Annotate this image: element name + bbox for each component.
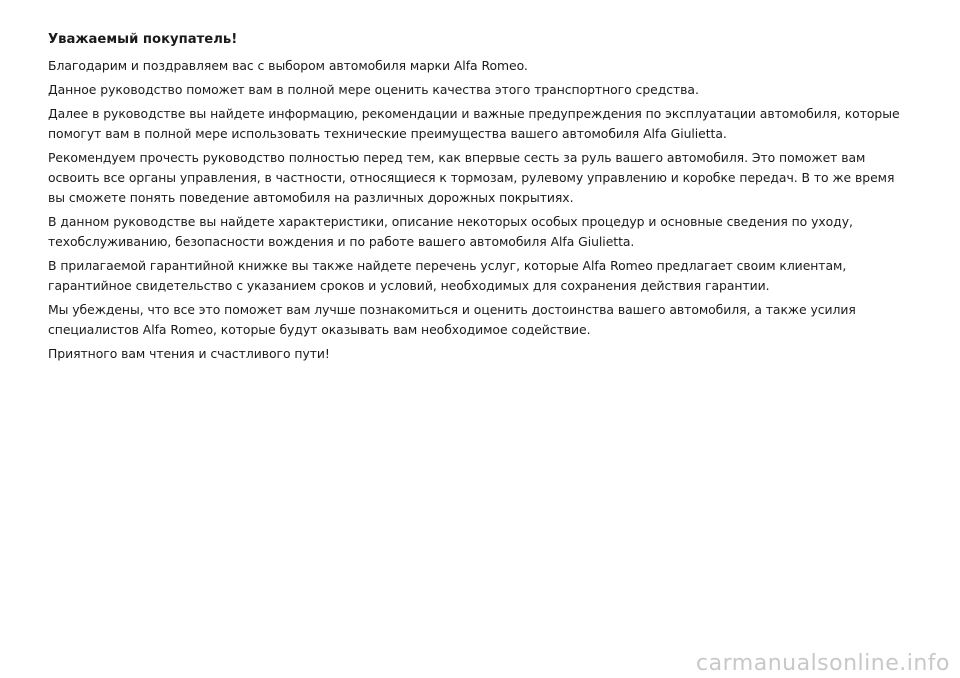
text-line: вы сможете понять поведение автомобиля на различных дорожных покрытиях. [48,190,574,205]
text-line: техобслуживанию, безопасности вождения и по работе вашего автомобиля Alfa Giulietta. [48,234,635,249]
watermark: carmanualsonline.info [696,651,950,676]
text-line: Мы убеждены, что все это поможет вам лучше познакомиться и оценить достоинства вашего автомобиля, а также усилия [48,302,856,317]
text-line: освоить все органы управления, в частности, относящиеся к тормозам, рулевому управлению и коробке передач. В то же время [48,170,895,185]
text-line: Данное руководство поможет вам в полной мере оценить качества этого транспортного средства. [48,82,699,97]
greeting-heading: Уважаемый покупатель! [48,32,238,47]
paragraph [48,212,868,252]
paragraph [48,56,868,76]
paragraph [48,80,868,100]
paragraph [48,300,868,340]
text-line: В прилагаемой гарантийной книжке вы также найдете перечень услуг, которые Alfa Romeo предлагает своим клиентам, [48,258,847,273]
text-line: Рекомендуем прочесть руководство полностью перед тем, как впервые сесть за руль вашего автомобиля. Это поможет вам [48,150,866,165]
text-line: Приятного вам чтения и счастливого пути! [48,346,330,361]
paragraph [48,344,868,364]
text-line: гарантийное свидетельство с указанием сроков и условий, необходимых для сохранения действия гарантии. [48,278,770,293]
document-page [48,30,900,368]
paragraph [48,148,895,208]
text-line: Благодарим и поздравляем вас с выбором автомобиля марки Alfa Romeo. [48,58,528,73]
paragraph [48,104,900,144]
text-line: помогут вам в полной мере использовать технические преимущества вашего автомобиля Alfa Giulietta. [48,126,727,141]
text-line: В данном руководстве вы найдете характеристики, описание некоторых особых процедур и основные сведения по уходу, [48,214,853,229]
text-line: Далее в руководстве вы найдете информацию, рекомендации и важные предупреждения по эксплуатации автомобиля, которые [48,106,900,121]
text-line: специалистов Alfa Romeo, которые будут оказывать вам необходимое содействие. [48,322,591,337]
paragraph [48,256,868,296]
